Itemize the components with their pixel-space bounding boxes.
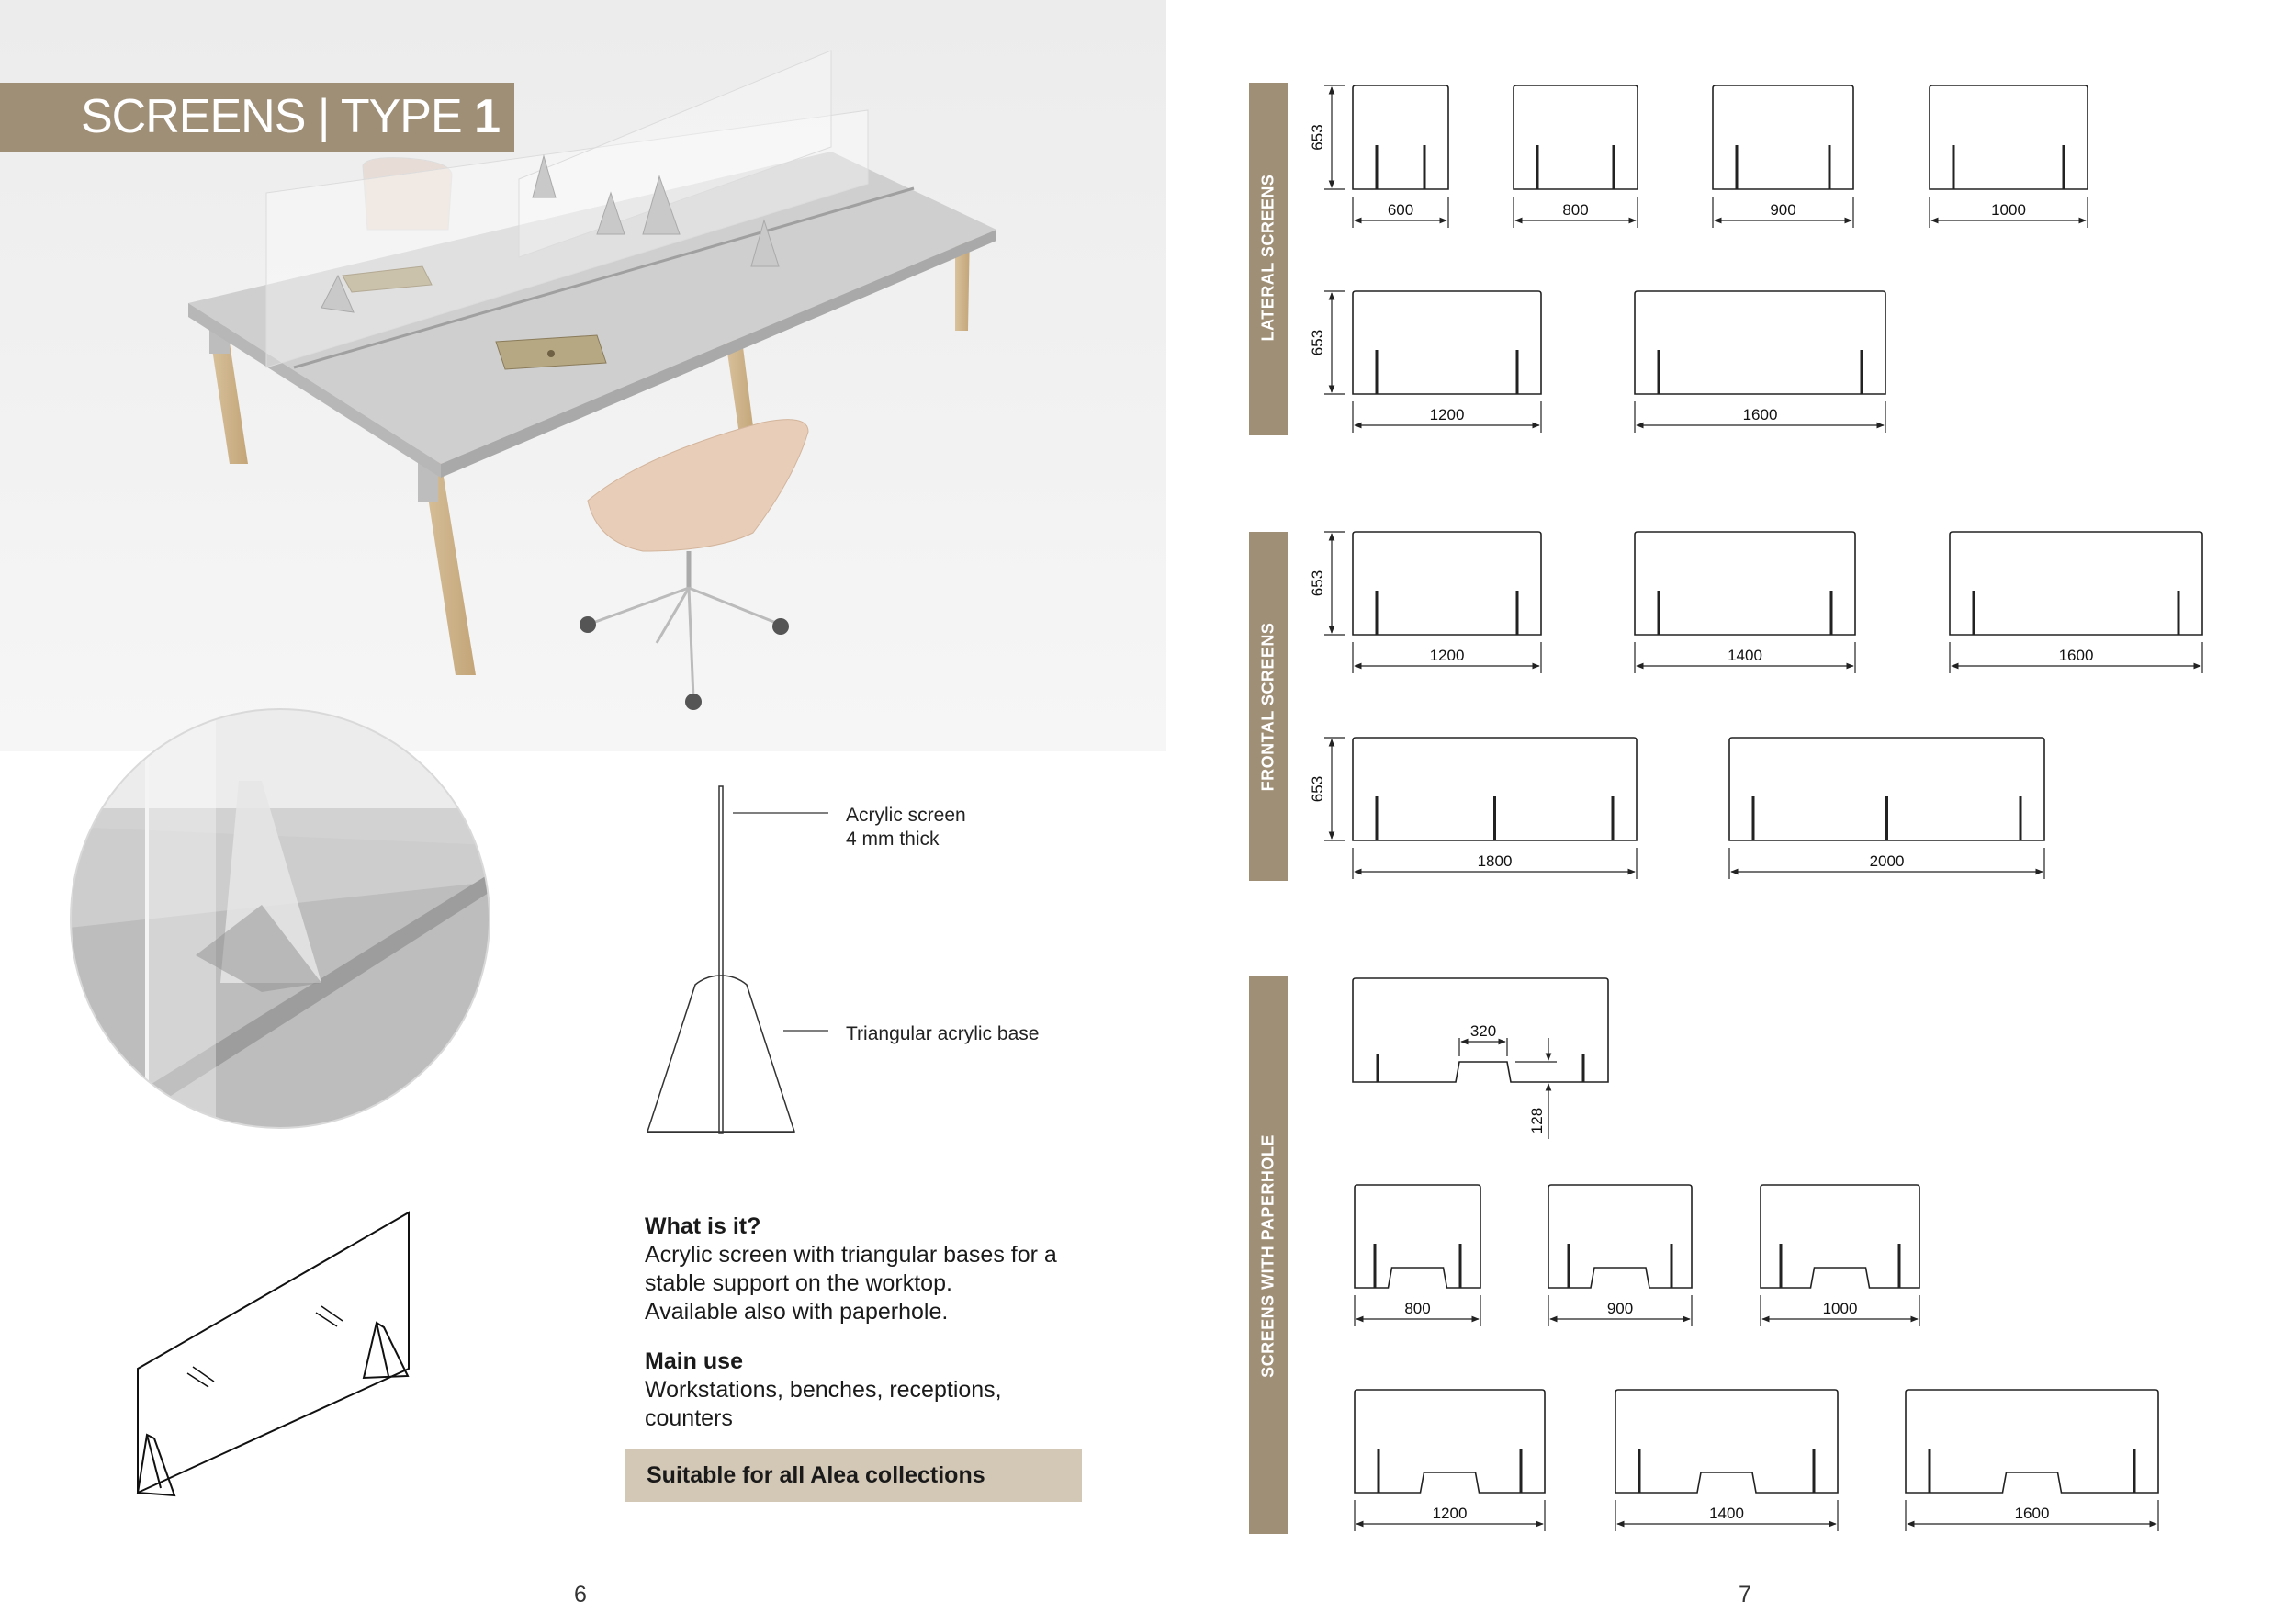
screen-panel bbox=[1635, 532, 1855, 635]
use-line: counters bbox=[645, 1405, 733, 1431]
what-heading: What is it? bbox=[645, 1213, 761, 1239]
screen-outline bbox=[1514, 85, 1638, 189]
width-label: 800 bbox=[1404, 1300, 1431, 1317]
height-label: 653 bbox=[1309, 124, 1326, 151]
screen-panel bbox=[1355, 1185, 1480, 1288]
width-label: 2000 bbox=[1869, 852, 1905, 870]
screen-panel bbox=[1615, 1390, 1838, 1493]
height-label: 653 bbox=[1309, 775, 1326, 803]
info-block bbox=[645, 1212, 1122, 1433]
page-number-left: 6 bbox=[574, 1582, 587, 1607]
screen-outline bbox=[1355, 1390, 1545, 1493]
section-label-paperhole: SCREENS WITH PAPERHOLE bbox=[1258, 1134, 1277, 1378]
use-line: Workstations, benches, receptions, bbox=[645, 1377, 1002, 1403]
technical-drawings bbox=[1267, 0, 2296, 1624]
screen-isometric-drawing bbox=[129, 1203, 422, 1506]
page-number-right: 7 bbox=[1739, 1582, 1751, 1607]
width-label: 900 bbox=[1770, 201, 1796, 219]
screen-outline bbox=[1906, 1390, 2158, 1493]
callout-triangular-base: Triangular acrylic base bbox=[846, 1023, 1040, 1044]
width-label: 1600 bbox=[2014, 1505, 2050, 1522]
screen-outline bbox=[1950, 532, 2202, 635]
height-label: 653 bbox=[1309, 329, 1326, 356]
section-label-frontal: FRONTAL SCREENS bbox=[1258, 622, 1277, 792]
width-label: 1200 bbox=[1429, 647, 1465, 664]
screen-outline bbox=[1635, 291, 1885, 394]
section-label-lateral: LATERAL SCREENS bbox=[1258, 174, 1277, 342]
use-heading: Main use bbox=[645, 1348, 743, 1374]
screen-outline bbox=[1353, 291, 1541, 394]
screen-panel bbox=[1761, 1185, 1919, 1288]
screen-panel bbox=[1635, 291, 1885, 394]
width-label: 1800 bbox=[1477, 852, 1513, 870]
what-line: Acrylic screen with triangular bases for a bbox=[645, 1242, 1057, 1268]
width-label: 1400 bbox=[1728, 647, 1762, 664]
width-label: 1400 bbox=[1709, 1505, 1744, 1522]
detail-closeup-circle bbox=[69, 707, 491, 1130]
width-label: 1000 bbox=[1991, 201, 2026, 219]
screen-panel bbox=[1355, 1390, 1545, 1493]
screen-panel bbox=[1353, 738, 1637, 840]
suitable-banner: Suitable for all Alea collections bbox=[625, 1449, 1082, 1502]
screen-panel bbox=[1906, 1390, 2158, 1493]
screen-outline bbox=[1713, 85, 1853, 189]
screen-panel bbox=[1713, 85, 1853, 189]
screen-panel bbox=[1353, 532, 1541, 635]
screen-panel bbox=[1353, 85, 1448, 189]
screen-outline bbox=[1353, 85, 1448, 189]
what-line: stable support on the worktop. bbox=[645, 1270, 952, 1296]
height-label: 653 bbox=[1309, 570, 1326, 597]
screen-panel bbox=[1930, 85, 2088, 189]
screen-outline bbox=[1353, 532, 1541, 635]
screen-outline bbox=[1635, 532, 1855, 635]
screen-panel bbox=[1950, 532, 2202, 635]
screen-panel bbox=[1548, 1185, 1692, 1288]
what-line: Available also with paperhole. bbox=[645, 1299, 949, 1325]
screen-section-diagram bbox=[638, 781, 859, 1139]
screen-panel bbox=[1353, 291, 1541, 394]
callout-acrylic-screen: Acrylic screen 4 mm thick bbox=[846, 805, 966, 850]
width-label: 800 bbox=[1562, 201, 1589, 219]
width-label: 900 bbox=[1606, 1300, 1634, 1317]
paperhole-width-label: 320 bbox=[1469, 1022, 1497, 1040]
width-label: 1600 bbox=[2058, 647, 2094, 664]
screen-panel bbox=[1514, 85, 1638, 189]
width-label: 1200 bbox=[1429, 406, 1465, 423]
screen-panel bbox=[1729, 738, 2044, 840]
width-label: 600 bbox=[1387, 201, 1414, 219]
width-label: 1200 bbox=[1432, 1505, 1468, 1522]
screen-outline bbox=[1615, 1390, 1838, 1493]
page-title: SCREENS | TYPE 1 bbox=[0, 83, 514, 152]
screen-outline bbox=[1761, 1185, 1919, 1288]
width-label: 1000 bbox=[1822, 1300, 1858, 1317]
paperhole-height-label: 128 bbox=[1528, 1107, 1546, 1134]
width-label: 1600 bbox=[1742, 406, 1778, 423]
